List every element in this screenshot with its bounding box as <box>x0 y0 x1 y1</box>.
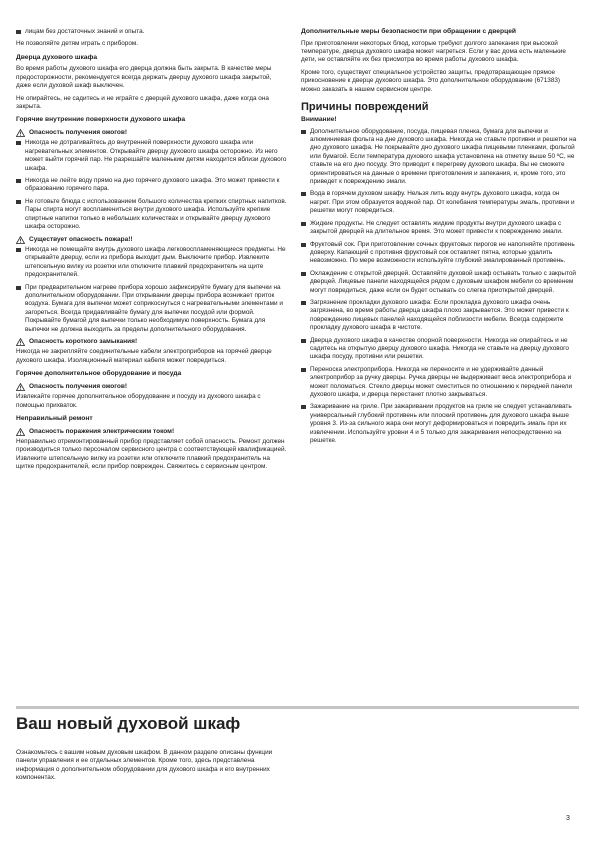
list-item <box>301 190 579 215</box>
paragraph: Неправильно отремонтированный прибор представляет собой опасность. Ремонт должен производиться только персоналом сервисного центра с соответствующей квалификацией. Извлеките штепсельную вилку из розетки или отключите плавкий предохранитель на щитке предохранителей, если прибор поврежден. Свяжитесь с сервисным центром. <box>16 438 287 471</box>
list-item <box>301 337 579 362</box>
list-item-text: Дверца духового шкафа в качестве опорной поверхности. Никогда не опирайтесь и не садитесь на открытую дверцу духового шкафа. Никогда не ставьте на дверцу духового шкафа посуду, противни или решетки. <box>310 336 569 361</box>
list-item <box>301 220 579 237</box>
list-item-text: Вода в горячем духовом шкафу. Нельзя лить воду внутрь духового шкафа, когда он нагрет. При этом образуется водяной пар. От колебания температуры эмаль, противни и решетки могут повредиться. <box>310 190 575 215</box>
paragraph: Никогда не закрепляйте соединительные кабели электроприборов на горячей дверце духового шкафа. Изоляционный материал кабеля может повредиться. <box>16 348 272 364</box>
list-item <box>301 241 579 266</box>
warning-triangle-icon <box>16 428 25 436</box>
square-bullet-icon <box>301 368 306 372</box>
paragraph: При приготовлении некоторых блюд, которые требуют долгого запекания при высокой температуре, дверца духового шкафа может нагреться. Если у вас дома есть маленькие дети, не оставляйте их без присмотра во время работы духового шкафа. <box>301 39 566 64</box>
paragraph: Ознакомьтесь с вашим новым духовым шкафом. В данном разделе описаны функции панели управления и ее отдельных элементов. Кроме того, здесь представлена информация о дополнительном оборудовании для духового шкафа и его внутренних компонентах. <box>16 749 273 782</box>
list-item <box>16 177 288 194</box>
list-item-text: Переноска электроприбора. Никогда не переносите и не удерживайте данный электроприбор за ручку дверцы. Ручка дверцы не выдерживает веса электроприбора и может поломаться. Стекло дверцы может сместиться по отношению к передней панели духового шкафа, и дверца перестанет плотно закрываться. <box>310 365 573 398</box>
list-item-text: лицам без достаточных знаний и опыта. <box>25 28 145 35</box>
square-bullet-icon <box>301 272 306 276</box>
warning-triangle-icon <box>16 236 25 244</box>
section-divider <box>16 706 579 709</box>
list-item-text: Жидкие продукты. Не следует оставлять жидкие продукты внутри духового шкафа с закрытой дверцей на длительное время. Это может привести к повреждению эмали. <box>310 219 563 236</box>
warning-triangle-icon <box>16 129 25 137</box>
list-item-text: Никогда не помещайте внутрь духового шкафа легковоспламеняющиеся предметы. Не открывайте дверцу, если из прибора выходит дым. Выключите прибор. Извлеките штепсельную вилку из розетки или отключите плавкий предохранитель на щите предохранителей. <box>25 245 286 279</box>
square-bullet-icon <box>301 405 306 409</box>
square-bullet-icon <box>301 192 306 196</box>
attention-label: Внимание! <box>301 116 337 124</box>
square-bullet-icon <box>301 301 306 305</box>
square-bullet-icon <box>16 30 21 34</box>
left-column <box>16 28 288 476</box>
list-item <box>301 128 579 187</box>
list-item <box>16 284 288 334</box>
list-item-text: При предварительном нагреве прибора хорошо зафиксируйте бумагу для выпечки на дополнительном оборудовании. При открывании дверцы прибора возникает приток воздуха. Бумага для выпечки может соприкоснуться с нагревательными элементами и загореться. Всегда придавливайте бумагу для выпечки посудой или формой. Покрывайте бумагой для выпечки только необходимую поверхность. Бумага для выпечки не должна выходить за пределы дополнительного оборудования. <box>25 283 283 333</box>
heading-door-safety: Дополнительные меры безопасности при обращении с дверцей <box>301 28 517 35</box>
list-item-text: Зажаривание на гриле. При зажаривании продуктов на гриле не следует устанавливать универсальный глубокий противень или плоский противень для духового шкафа выше уровня 3. Из-за сильного жара они могут деформироваться и повредить эмаль при их извлечении. Используйте уровни 4 и 5 только для зажаривания непосредственно на решетке. <box>310 403 572 445</box>
heading-improper-repair: Неправильный ремонт <box>16 415 93 422</box>
list-item-text: Фруктовый сок. При приготовлении сочных фруктовых пирогов не наполняйте противень доверху. Капающий с противня фруктовый сок оставляет пятна, которые удалить невозможно. По мере возможности используйте глубокий эмалированный противень. <box>310 240 575 265</box>
warning-text: Существует опасность пожара!! <box>29 235 133 243</box>
square-bullet-icon <box>16 286 21 290</box>
square-bullet-icon <box>16 248 21 252</box>
warning-burn-accessories <box>16 383 288 391</box>
list-item-text: Загрязнение прокладки духового шкафа: Если прокладка духового шкафа очень загрязнена, во время работы дверца шкафа плохо закрывается. Это может привести к повреждению лицевых панелей находящейся поблизости мебели. Всегда содержите прокладку духового шкафа в чистоте. <box>310 298 569 332</box>
list-item-text: Не готовьте блюда с использованием большого количества крепких спиртных напитков. Пары спирта могут воспламениться внутри духового шкафа. Используйте крепкие спиртные напитки только в небольших количествах и открывайте дверцу духового шкафа осторожно. <box>25 197 287 231</box>
square-bullet-icon <box>301 243 306 247</box>
list-item-text: Дополнительное оборудование, посуда, пищевая пленка, бумага для выпечки и алюминиевая фольга на дне духового шкафа. Никогда не ставьте противни и решетки на дно духового шкафа. Не покрывайте дно духового шкафа пищевыми пленками, фольгой или бумагой. Если температура духового шкафа установлена на отметку выше 50 ºC, не ставьте на его дно посуду. Это приводит к перегреву духового шкафа. Вы не сможете ориентироваться на данные о времени приготовления и запекания, и, кроме того, это приведет к повреждению эмали. <box>310 127 577 186</box>
square-bullet-icon <box>301 130 306 134</box>
list-item <box>16 246 288 280</box>
list-item <box>16 28 288 36</box>
section-title: Ваш новый духовой шкаф <box>16 714 241 733</box>
square-bullet-icon <box>16 179 21 183</box>
warning-short-circuit <box>16 338 288 346</box>
page-number: 3 <box>566 815 570 822</box>
square-bullet-icon <box>301 222 306 226</box>
paragraph-children: Не позволяйте детям играть с прибором. <box>16 40 139 48</box>
warning-text: Опасность короткого замыкания! <box>29 337 138 345</box>
paragraph: Не опирайтесь, не садитесь и не играйте с дверцей духового шкафа, даже когда она закрыта. <box>16 94 269 111</box>
list-item <box>301 403 579 445</box>
section-intro <box>16 749 288 787</box>
paragraph: Во время работы духового шкафа его дверца должна быть закрыта. В качестве меры предосторожности, рекомендуется всегда держать дверцу духового шкафа закрытой, даже если духовой шкаф выключен. <box>16 65 272 90</box>
warning-electric-shock <box>16 428 288 436</box>
new-oven-section <box>16 706 579 747</box>
list-item <box>301 366 579 400</box>
warning-triangle-icon <box>16 338 25 346</box>
list-item <box>16 198 288 232</box>
list-item <box>16 139 288 173</box>
warning-text: Опасность поражения электрическим током! <box>29 427 175 435</box>
warning-burn <box>16 129 288 137</box>
heading-hot-surfaces: Горячие внутренние поверхности духового шкафа <box>16 116 186 124</box>
list-item <box>301 299 579 333</box>
heading-hot-accessories: Горячее дополнительное оборудование и посуда <box>16 370 182 378</box>
paragraph: Извлекайте горячее дополнительное оборудование и посуду из духового шкафа с помощью прихваток. <box>16 393 261 409</box>
square-bullet-icon <box>16 141 21 145</box>
warning-text: Опасность получения ожогов! <box>29 129 127 137</box>
paragraph: Кроме того, существует специальное устройство защиты, предотвращающее прямое прикосновение к дверце духового шкафа. Это дополнительное оборудование (671383) можно заказать в нашем сервисном центре. <box>301 68 561 93</box>
right-column <box>301 28 579 449</box>
heading-oven-door: Дверца духового шкафа <box>16 53 98 61</box>
square-bullet-icon <box>16 200 21 204</box>
heading-damage-causes: Причины повреждений <box>301 101 429 114</box>
list-item-text: Никогда не лейте воду прямо на дно горячего духового шкафа. Это может привести к образованию горячего пара. <box>25 177 280 193</box>
list-item-text: Охлаждение с открытой дверцей. Оставляйте духовой шкаф остывать только с закрытой дверцей. Лицевые панели находящейся рядом с духовым шкафом мебели со временем могут повредиться, даже если он будет остывать со слегка приоткрытой дверцей. <box>310 269 576 294</box>
warning-fire <box>16 236 288 244</box>
warning-triangle-icon <box>16 383 25 391</box>
list-item <box>301 270 579 295</box>
square-bullet-icon <box>301 339 306 343</box>
list-item-text: Никогда не дотрагивайтесь до внутренней поверхности духового шкафа или нагревательных элементов. Открывайте дверцу духового шкафа осторожно. Из него может выйти горячий пар. Не разрешайте маленьким детям находится вблизи духового шкафа. <box>25 139 287 172</box>
warning-text: Опасность получения ожогов! <box>29 382 127 390</box>
